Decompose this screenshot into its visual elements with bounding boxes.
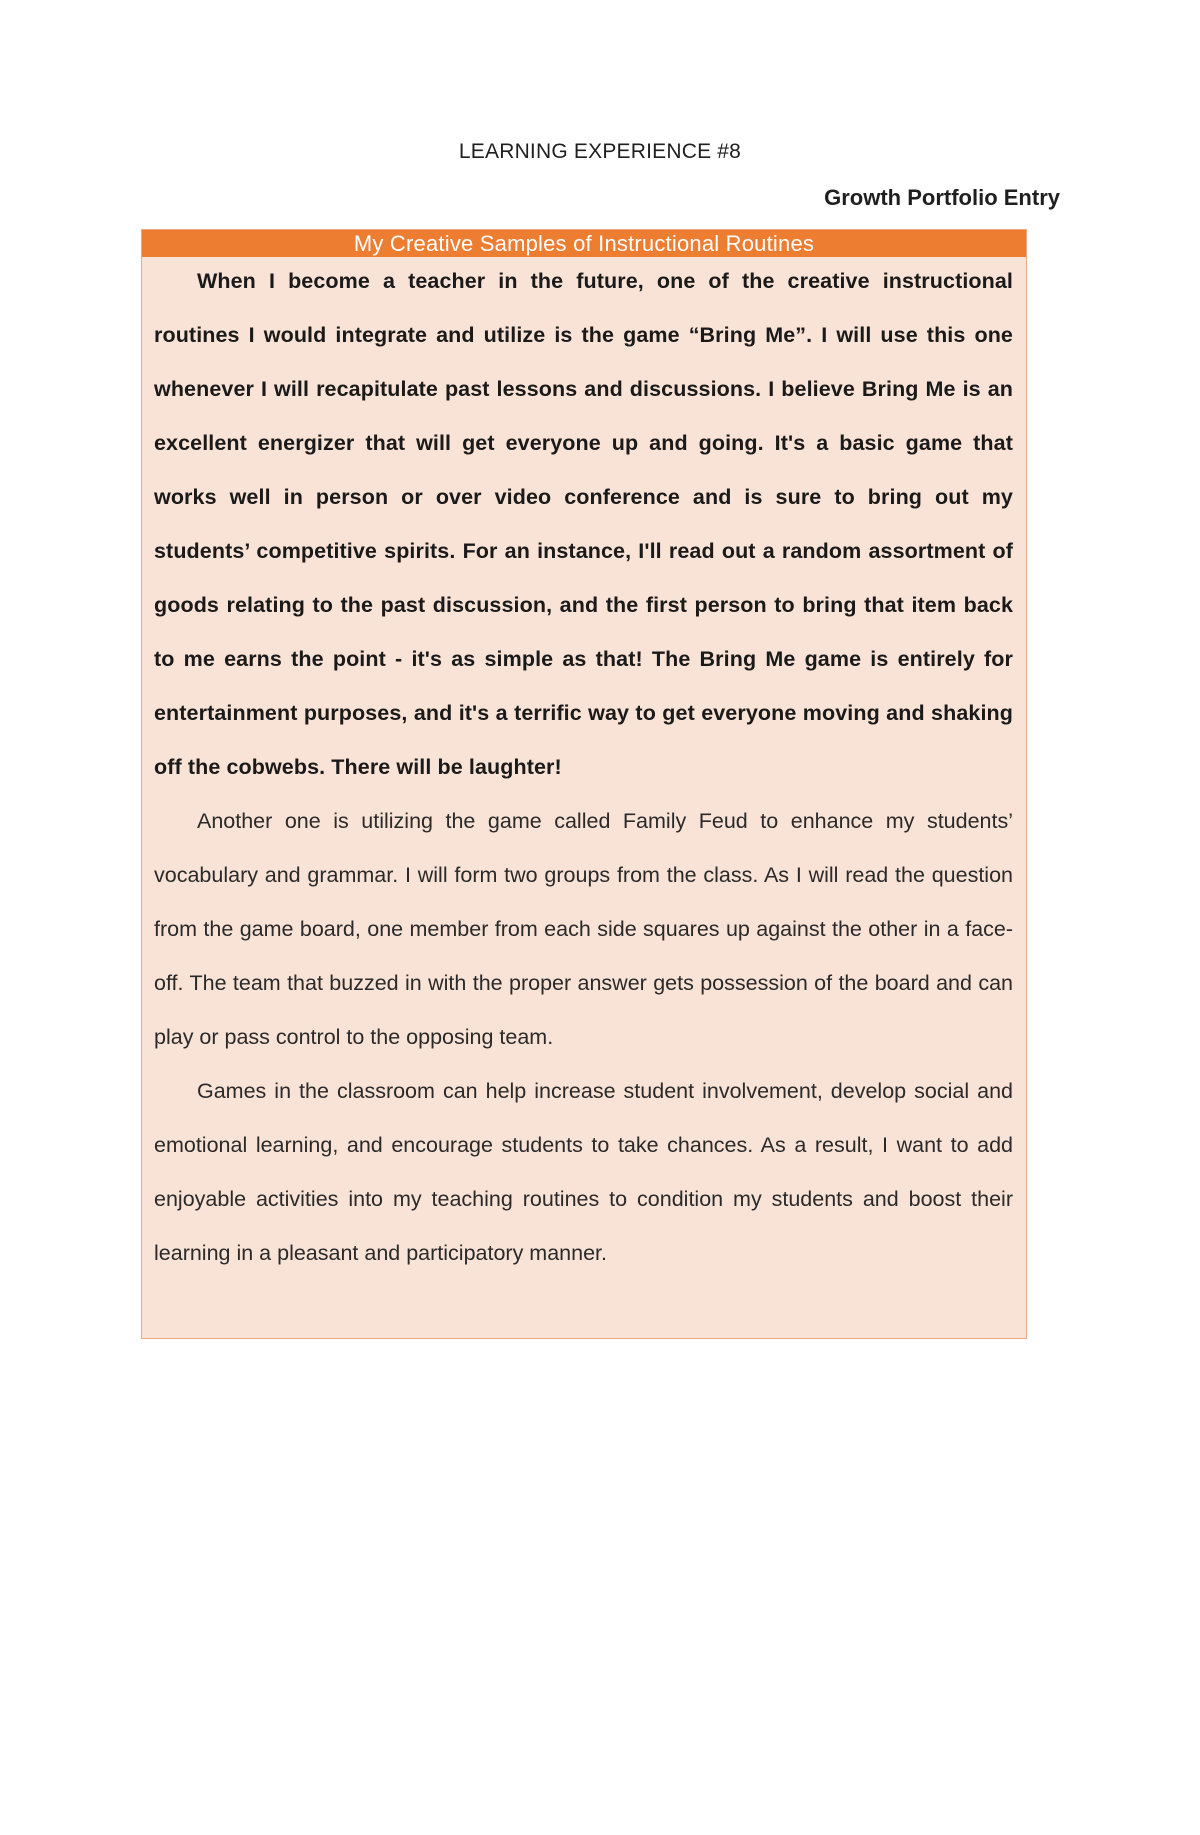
creative-samples-body	[142, 254, 1026, 1280]
family-feud-paragraph: Another one is utilizing the game called Family Feud to enhance my students’ vocabulary and grammar. I will form two groups from the class. As I will read the question from the game board, one member from each side squares up against the other in a face-off. The team that buzzed in with the proper answer gets possession of the board and can play or pass control to the opposing team.	[154, 809, 1013, 1049]
games-conclusion-paragraph: Games in the classroom can help increase student involvement, develop social and emotional learning, and encourage students to take chances. As a result, I want to add enjoyable activities into my teaching routines to condition my students and boost their learning in a pleasant and participatory manner.	[154, 1079, 1013, 1265]
creative-samples-box	[141, 229, 1027, 1339]
page-heading: LEARNING EXPERIENCE #8	[458, 140, 742, 163]
bring-me-paragraph: When I become a teacher in the future, one of the creative instructional routines I would integrate and utilize is the game “Bring Me”. I will use this one whenever I will recapitulate past lessons and discussions. I believe Bring Me is an excellent energizer that will get everyone up and going. It's a basic game that works well in person or over video conference and is sure to bring out my students’ competitive spirits. For an instance, I'll read out a random assortment of goods relating to the past discussion, and the first person to bring that item back to me earns the point - it's as simple as that! The Bring Me game is entirely for entertainment purposes, and it's a terrific way to get everyone moving and shaking off the cobwebs. There will be laughter!	[154, 269, 1013, 779]
growth-portfolio-entry-label: Growth Portfolio Entry	[824, 185, 1060, 210]
creative-samples-title: My Creative Samples of Instructional Routines	[142, 230, 1026, 257]
